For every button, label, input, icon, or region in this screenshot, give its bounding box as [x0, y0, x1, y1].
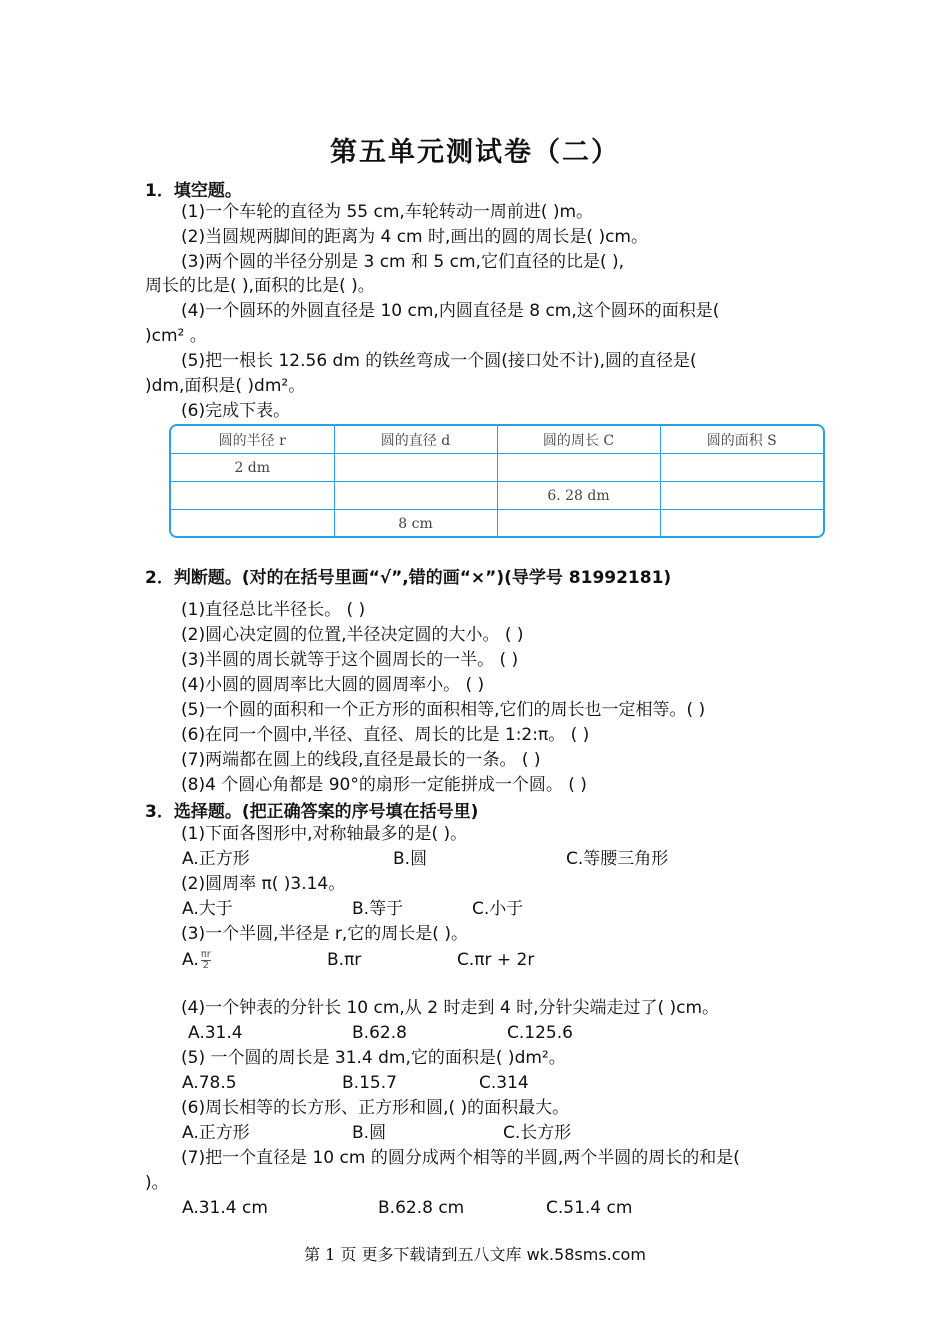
- s3-q1-option-b: B.圆: [393, 849, 428, 869]
- page-title: 第五单元测试卷（二）: [330, 137, 620, 168]
- table-row: [171, 482, 823, 510]
- s1-question-5a: (5)把一根长 12.56 dm 的铁丝弯成一个圆(接口处不计),圆的直径是(: [181, 351, 697, 371]
- s3-question-2: (2)圆周率 π( )3.14。: [181, 874, 346, 894]
- s3-question-4: (4)一个钟表的分针长 10 cm,从 2 时走到 4 时,分针尖端走过了( )cm。: [181, 998, 720, 1018]
- s1-question-4a: (4)一个圆环的外圆直径是 10 cm,内圆直径是 8 cm,这个圆环的面积是(: [181, 301, 720, 321]
- s3-q3-option-c: C.πr + 2r: [457, 950, 535, 970]
- s3-q3-option-a: [182, 948, 211, 972]
- table-cell: [660, 482, 823, 510]
- s3-q2-option-a: A.大于: [182, 899, 233, 919]
- table-cell: 6. 28 dm: [497, 482, 660, 510]
- s3-q7-option-a: A.31.4 cm: [182, 1198, 268, 1218]
- fraction: [201, 950, 211, 971]
- s3-question-7b: )。: [145, 1173, 169, 1193]
- s2-item: (2)圆心决定圆的位置,半径决定圆的大小。 ( ): [181, 625, 524, 645]
- table-cell: [171, 510, 334, 538]
- s3-q6-option-a: A.正方形: [182, 1123, 250, 1143]
- page-number: 第 1 页: [304, 1245, 357, 1264]
- s2-item: (5)一个圆的面积和一个正方形的面积相等,它们的周长也一定相等。( ): [181, 700, 706, 720]
- s3-q5-option-a: A.78.5: [182, 1073, 237, 1093]
- section-3-heading: 3．选择题。(把正确答案的序号填在括号里): [145, 802, 479, 822]
- table-header-cell: 圆的直径 d: [334, 426, 497, 454]
- s2-item: (7)两端都在圆上的线段,直径是最长的一条。 ( ): [181, 750, 541, 770]
- table-cell: [334, 482, 497, 510]
- table-cell: [660, 454, 823, 482]
- section-1-heading: 1．填空题。: [145, 181, 242, 201]
- table-cell: [334, 454, 497, 482]
- circle-table: [169, 424, 825, 538]
- s2-item: (3)半圆的周长就等于这个圆周长的一半。 ( ): [181, 650, 519, 670]
- s3-question-7a: (7)把一个直径是 10 cm 的圆分成两个相等的半圆,两个半圆的周长的和是(: [181, 1148, 740, 1168]
- table-cell: 8 cm: [334, 510, 497, 538]
- s1-question-4b: )cm² 。: [145, 326, 207, 346]
- s1-question-2: (2)当圆规两脚间的距离为 4 cm 时,画出的圆的周长是( )cm。: [181, 227, 648, 247]
- s3-q1-option-c: C.等腰三角形: [566, 849, 669, 869]
- s3-q1-option-a: A.正方形: [182, 849, 250, 869]
- s3-q3-option-b: B.πr: [327, 950, 362, 970]
- s3-q4-option-a: A.31.4: [188, 1023, 243, 1043]
- s3-q3-option-a-label: A.: [182, 950, 199, 970]
- s3-question-3: (3)一个半圆,半径是 r,它的周长是( )。: [181, 924, 468, 944]
- table-header-row: [171, 426, 823, 454]
- s3-question-1: (1)下面各图形中,对称轴最多的是( )。: [181, 824, 468, 844]
- s1-question-5b: )dm,面积是( )dm²。: [145, 376, 306, 396]
- table-header-cell: 圆的半径 r: [171, 426, 334, 454]
- table-header-cell: 圆的周长 C: [497, 426, 660, 454]
- table-cell: [171, 482, 334, 510]
- s1-question-3b: 周长的比是( ),面积的比是( )。: [145, 276, 375, 296]
- table-cell: [497, 510, 660, 538]
- footer-link-text[interactable]: 更多下载请到五八文库 wk.58sms.com: [356, 1245, 646, 1264]
- table-row: [171, 454, 823, 482]
- s3-q4-option-c: C.125.6: [507, 1023, 573, 1043]
- s1-question-6: (6)完成下表。: [181, 401, 291, 421]
- s3-q2-option-b: B.等于: [352, 899, 404, 919]
- s3-q6-option-b: B.圆: [352, 1123, 387, 1143]
- s2-item: (4)小圆的圆周率比大圆的圆周率小。 ( ): [181, 675, 485, 695]
- table-cell: 2 dm: [171, 454, 334, 482]
- table-cell: [660, 510, 823, 538]
- s3-question-6: (6)周长相等的长方形、正方形和圆,( )的面积最大。: [181, 1098, 570, 1118]
- s3-q7-option-b: B.62.8 cm: [378, 1198, 465, 1218]
- s3-q2-option-c: C.小于: [472, 899, 524, 919]
- s3-q7-option-c: C.51.4 cm: [546, 1198, 633, 1218]
- s3-q4-option-b: B.62.8: [352, 1023, 407, 1043]
- s2-item: (6)在同一个圆中,半径、直径、周长的比是 1:2:π。 ( ): [181, 725, 590, 745]
- table-row: [171, 510, 823, 538]
- s3-q6-option-c: C.长方形: [503, 1123, 572, 1143]
- s1-question-1: (1)一个车轮的直径为 55 cm,车轮转动一周前进( )m。: [181, 202, 594, 222]
- s3-q5-option-c: C.314: [479, 1073, 529, 1093]
- page-footer: [0, 1242, 950, 1265]
- s3-q5-option-b: B.15.7: [342, 1073, 397, 1093]
- fraction-numerator: πr: [200, 948, 211, 960]
- fraction-denominator: 2: [202, 959, 209, 971]
- s2-item: (8)4 个圆心角都是 90°的扇形一定能拼成一个圆。 ( ): [181, 775, 587, 795]
- section-2-heading: 2．判断题。(对的在括号里画“√”,错的画“×”)(导学号 81992181): [145, 568, 672, 588]
- s2-item: (1)直径总比半径长。 ( ): [181, 600, 366, 620]
- table-cell: [497, 454, 660, 482]
- s1-question-3a: (3)两个圆的半径分别是 3 cm 和 5 cm,它们直径的比是( ),: [181, 252, 625, 272]
- table-header-cell: 圆的面积 S: [660, 426, 823, 454]
- s3-question-5: (5) 一个圆的周长是 31.4 dm,它的面积是( )dm²。: [181, 1048, 566, 1068]
